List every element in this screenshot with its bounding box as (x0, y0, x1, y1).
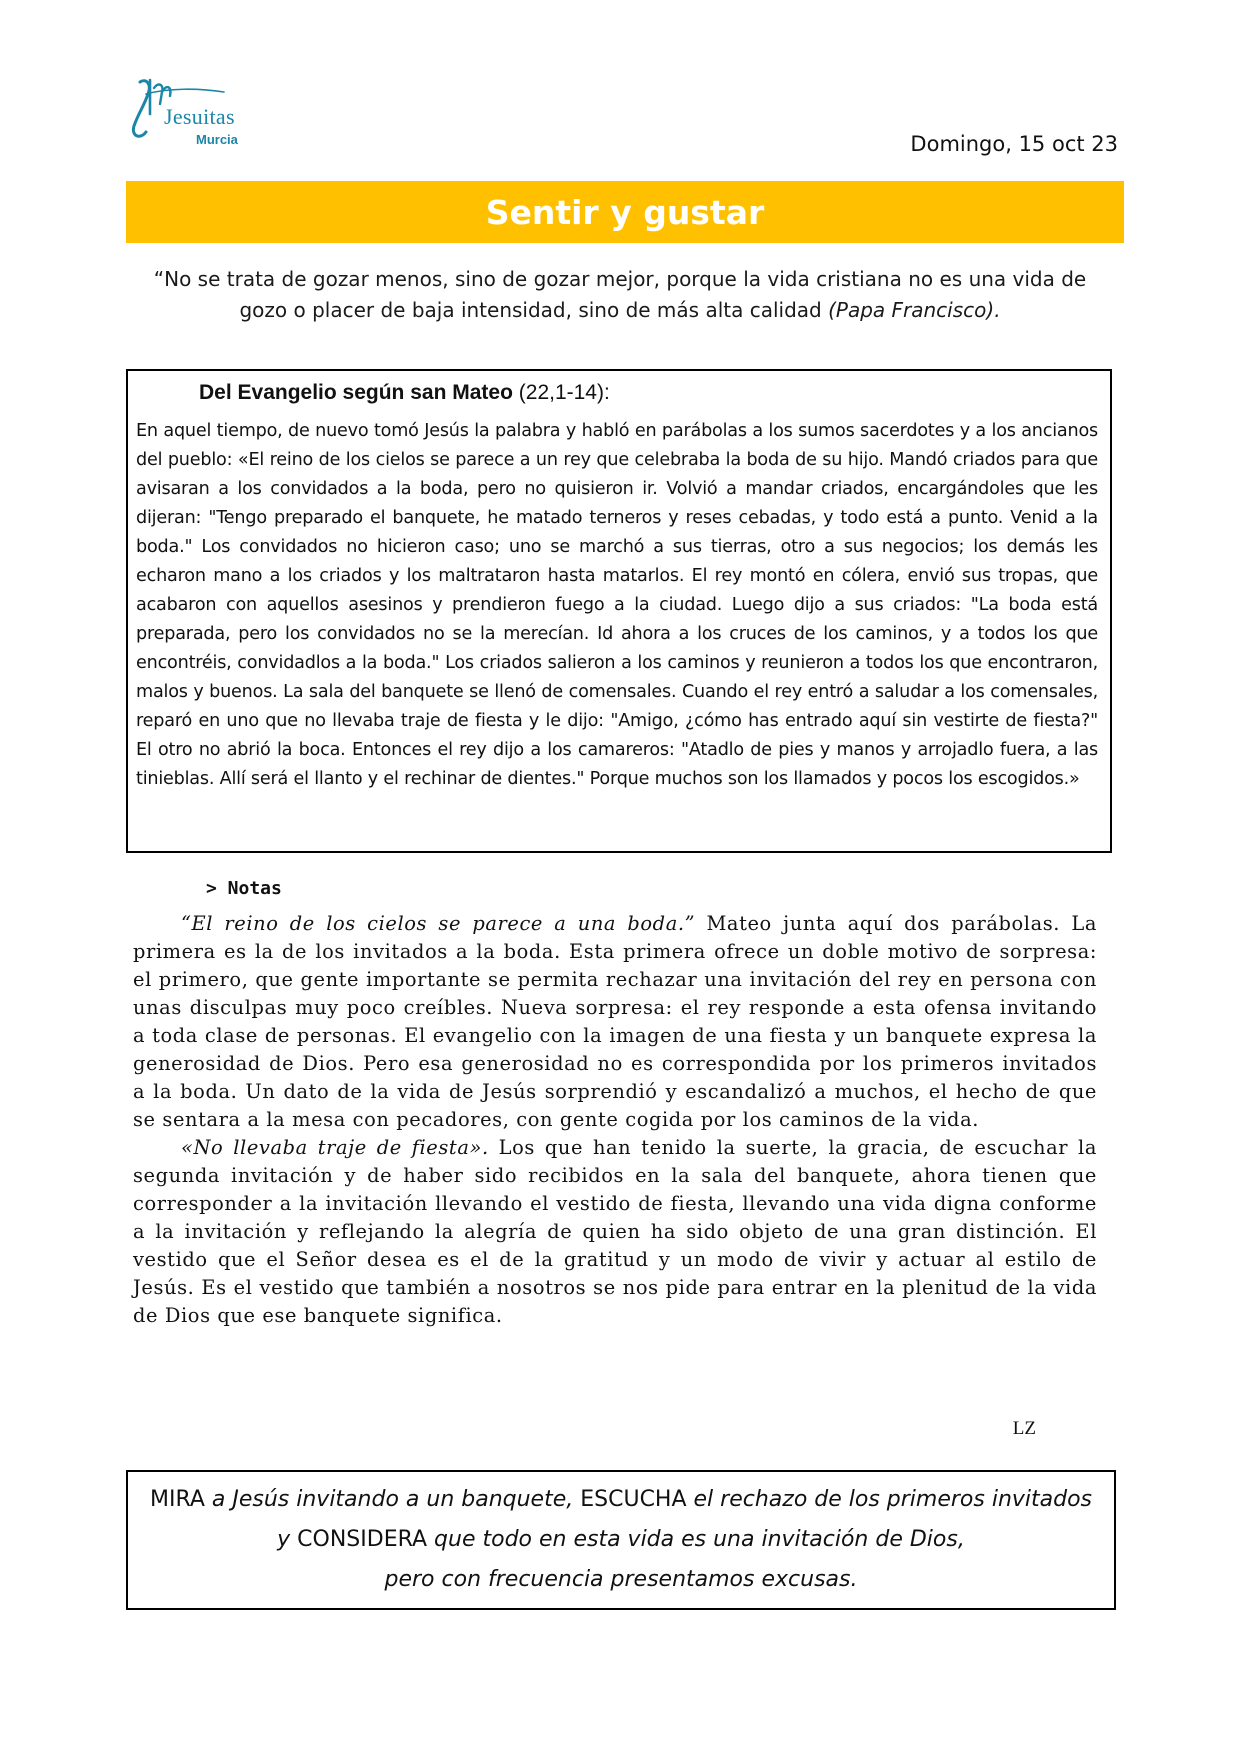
closing-text: que todo en esta vida es una invitación de Dios, (427, 1527, 965, 1552)
closing-text: a Jesús invitando a un banquete, (204, 1487, 581, 1512)
logo-subtitle: Murcia (196, 132, 238, 147)
gospel-heading (199, 377, 1098, 409)
keyword-considera: CONSIDERA (297, 1527, 428, 1552)
notes-quote: “El reino de los cielos se parece a una boda.” (181, 912, 696, 935)
keyword-escucha: ESCUCHA (580, 1487, 687, 1512)
quote-text: “No se trata de gozar menos, sino de gozar mejor, porque la vida cristiana no es una vida de gozo o placer de baja intensidad, sino de más alta calidad (153, 267, 1087, 322)
title-banner (126, 181, 1124, 243)
document-date: Domingo, 15 oct 23 (910, 132, 1118, 156)
closing-line-3: pero con frecuencia presentamos excusas. (384, 1567, 858, 1592)
opening-quote (150, 264, 1090, 326)
closing-text: el rechazo de los primeros invitados (686, 1487, 1093, 1512)
quote-author: (Papa Francisco). (828, 298, 1001, 322)
closing-text: y (277, 1527, 298, 1552)
notes-quote: «No llevaba traje de fiesta». (181, 1136, 489, 1159)
notes-text: Mateo junta aquí dos parábolas. La primera es la de los invitados a la boda. Esta primera ofrece un doble motivo de sorpresa: el primero, que gente importante se permita rechazar una invitación del rey en persona con unas disculpas muy poco creíbles. Nueva sorpresa: el rey responde a esta ofensa invitando a toda clase de personas. El evangelio con la imagen de una fiesta y un banquete expresa la generosidad de Dios. Pero esa generosidad no es correspondida por los primeros invitados a la boda. Un dato de la vida de Jesús sorprendió y escandalizó a muchos, el hecho de que se sentara a la mesa con pecadores, con gente cogida por los caminos de la vida. (133, 912, 1097, 1131)
closing-line-2 (277, 1520, 965, 1560)
notes-paragraph (133, 1134, 1097, 1330)
notes-label: > Notas (206, 878, 282, 899)
gospel-title: Del Evangelio según san Mateo (199, 381, 513, 404)
gospel-text: En aquel tiempo, de nuevo tomó Jesús la palabra y habló en parábolas a los sumos sacerdotes y a los ancianos del pueblo: «El reino de los cielos se parece a un rey que celebraba la boda de su hijo. Mandó criados para que avisaran a los convidados a la boda, pero no quisieron ir. Volvió a mandar criados, encargándoles que les dijeran: "Tengo preparado el banquete, he matado terneros y reses cebadas, y todo está a punto. Venid a la boda." Los convidados no hicieron caso; uno se marchó a sus tierras, otro a sus negocios; los demás les echaron mano a los criados y los maltrataron hasta matarlos. El rey montó en cólera, envió sus tropas, que acabaron con aquellos asesinos y prendieron fuego a la ciudad. Luego dijo a sus criados: "La boda está preparada, pero los convidados no se la merecían. Id ahora a los cruces de los caminos, y a todos los que encontréis, convidadlos a la boda." Los criados salieron a los caminos y reunieron a todos los que encontraron, malos y buenos. La sala del banquete se llenó de comensales. Cuando el rey entró a saludar a los comensales, reparó en uno que no llevaba traje de fiesta y le dijo: "Amigo, ¿cómo has entrado aquí sin vestirte de fiesta?" El otro no abrió la boca. Entonces el rey dijo a los camareros: "Atadlo de pies y manos y arrojadlo fuera, a las tinieblas. Allí será el llanto y el rechinar de dientes." Porque muchos son los llamados y pocos los escogidos.» (136, 421, 1098, 789)
keyword-mira: MIRA (149, 1487, 205, 1512)
notes-paragraph (133, 910, 1097, 1134)
notes-body (133, 910, 1097, 1330)
gospel-reference: (22,1-14): (518, 381, 610, 404)
closing-box (126, 1470, 1116, 1610)
logo-wordmark: Jesuitas (164, 104, 235, 129)
closing-line-1 (150, 1480, 1092, 1520)
author-initials: LZ (1012, 1418, 1036, 1439)
gospel-box (126, 369, 1112, 853)
page-title: Sentir y gustar (485, 192, 765, 232)
notes-text: Los que han tenido la suerte, la gracia, de escuchar la segunda invitación y de haber sido recibidos en la sala del banquete, ahora tienen que corresponder a la invitación llevando el vestido de fiesta, llevando una vida digna conforme a la invitación y reflejando la alegría de quien ha sido objeto de una gran distinción. El vestido que el Señor desea es el de la gratitud y un modo de vivir y actuar al estilo de Jesús. Es el vestido que también a nosotros se nos pide para entrar en la plenitud de la vida de Dios que ese banquete significa. (133, 1136, 1097, 1327)
